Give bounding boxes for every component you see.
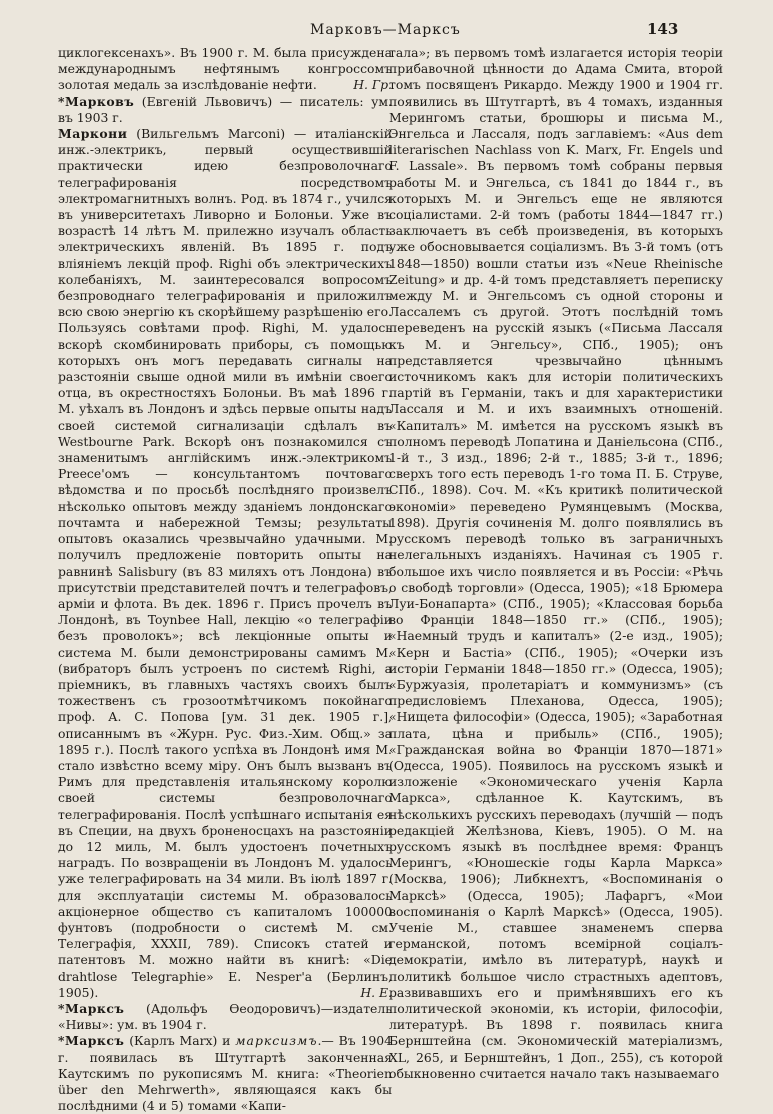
entry-marx-karl xyxy=(58,1033,392,1114)
headword: *Марксъ xyxy=(58,1000,125,1016)
entry-text: (Адольфъ Ѳеодоровичъ)—издатель «Нивы»: ум. въ 1904 г. xyxy=(58,1000,392,1033)
entry-continuation: тала»; въ первомъ томѣ излагается исторія теоріи прибавочной цѣнности до Адама Смита, второй томъ посвященъ Рикардо. Между 1900 и 1904 гг. появились въ Штутгартѣ, въ 4 томахъ, изданныя Мерингомъ статьи, брошюры и письма М., Энгельса и Лассаля, подъ заглавіемъ: «Aus dem literarischen Nachlass von K. Marx, Fr. Engels und F. Lassale». Въ первомъ томѣ собраны первыя работы М. и Энгельса, съ 1841 до 1844 г., въ которыхъ М. и Энгельсъ еще не являются соціалистами. 2-й томъ (работы 1844—1847 гг.) заключаетъ въ себѣ произведенія, въ которыхъ уже обосновывается соціализмъ. Въ 3-й томъ (отъ 1848—1850) вошли статьи изъ «Neue Rheinische Zeitung» и др. 4-й томъ представляетъ переписку между М. и Энгельсомъ съ одной стороны и Лассалемъ съ другой. Этотъ послѣдній томъ переведенъ на русскій языкъ («Письма Лассаля къ М. и Энгельсу», СПб., 1905); онъ представляется чрезвычайно цѣннымъ источникомъ какъ для исторіи политическихъ партій въ Германіи, такъ и для характеристики Лассаля и М. и ихъ взаимныхъ отношеній. «Капиталъ» М. имѣется на русскомъ языкѣ въ полномъ переводѣ Лопатина и Даніельсона (СПб., 1-й т., 3 изд., 1896; 2-й т., 1885; 3-й т., 1896; сверхъ того есть переводъ 1-го тома П. Б. Струве, СПб., 1898). Соч. М. «Къ критикѣ политической экономіи» переведено Румянцевымъ (Москва, 1898). Другія сочиненія М. долго появлялись въ русскомъ переводѣ только въ заграничныхъ нелегальныхъ изданіяхъ. Начиная съ 1905 г. большое ихъ число появляется и въ Россіи: «Рѣчь о свободѣ торговли» (Одесса, 1905); «18 Брюмера Луи-Бонапарта» (СПб., 1905); «Классовая борьба во Франціи 1848—1850 гг.» (СПб., 1905); «Наемный трудъ и капиталъ» (2-е изд., 1905); «Керн и Бастіа» (СПб., 1905); «Очерки изъ исторіи Германіи 1848—1850 гг.» (Одесса, 1905); «Буржуазія, пролетаріатъ и коммунизмъ» (съ предисловіемъ Плеханова, Одесса, 1905); «Нищета философіи» (Одесса, 1905); «Заработная плата, цѣна и прибыль» (СПб., 1905); «Гражданская война во Франціи 1870—1871» (Одесса, 1905). Появилось на русскомъ языкѣ и изложеніе «Экономическаго ученія Карла Маркса», сдѣланное К. Каутскимъ, въ нѣсколькихъ русскихъ переводахъ (лучшій — подъ редакціей Желѣзнова, Кіевъ, 1905). О М. на русскомъ языкѣ въ послѣднее время: Францъ Мерингъ, «Юношескіе годы Карла Маркса» (Москва, 1906); Либкнехтъ, «Воспоминанія о Марксѣ» (Одесса, 1905); Лафаргъ, «Мои воспоминанія о Карлѣ Марксѣ» (Одесса, 1905). Ученіе М., ставшее знаменемъ сперва германской, потомъ всемірной соціалъ-демократіи, имѣло въ литературѣ, наукѣ и политикѣ большое число страстныхъ адептовъ, развивавшихъ его и примѣнявшихъ его къ политической экономіи, къ исторіи, философіи, литературѣ. Въ 1898 г. появилась книга Бернштейна (см. Экономическій матеріализмъ, XL, 265, и Бернштейнъ, 1 Доп., 255), съ которой обыкновенно считается начало такъ называемаго xyxy=(389,45,723,1081)
paragraph-text: циклогексенахъ». Въ 1900 г. М. была присуждена международнымъ нефтянымъ конгроссомъ золотая медаль за изслѣдованіе нефти. xyxy=(58,45,392,93)
entry-end-paragraph xyxy=(58,45,392,94)
entry-marx-adolf xyxy=(58,1001,392,1033)
running-title: Марковъ—Марксъ xyxy=(310,22,461,38)
entry-text: (Евгеній Львовичъ) — писатель: ум. въ 1903 г. xyxy=(58,93,392,125)
entry-text: .— Въ 1904 г. появилась въ Штутгартѣ законченная Каутскимъ по рукописямъ М. книга: «Theorien über den Mehrwerth», являющаяся какъ бы послѣдними (4 и 5) томами «Капи- xyxy=(58,1033,392,1114)
entry-text: (Вильгельмъ Marconi) — италіанскій инж.-электрикъ, первый осуществившій практически идею безпроволочнаго телеграфированія посредствомъ электромагнитныхъ волнъ. Род. въ 1874 г., учился въ университетахъ Ливорно и Болоньи. Уже въ возрастѣ 14 лѣтъ М. прилежно изучалъ область электрическихъ явленій. Въ 1895 г. подъ вліяніемъ лекцій проф. Righi объ электрическихъ колебаніяхъ, М. заинтересовался вопросомъ безпроводнаго телеграфированія и приложилъ всю свою энергію къ скорѣйшему разрѣшенію его. Пользуясь совѣтами проф. Righi, М. удалось вскорѣ скомбинировать приборы, съ помощью которыхъ онъ могъ передавать сигналы на разстояніи свыше одной мили въ имѣніи своего отца, въ окрестностяхъ Болоньи. Въ маѣ 1896 г. М. уѣхалъ въ Лондонъ и здѣсь первые опыты надъ своей системой сигнализаціи сдѣлалъ въ Westbourne Park. Вскорѣ онъ познакомился съ знаменитымъ англійскимъ инж.-электрикомъ Preece'омъ — консультантомъ почтоваго вѣдомства и по просьбѣ послѣдняго произвелъ нѣсколько опытовъ между зданіемъ лондонскаго почтамта и набережной Темзы; результаты опытовъ оказались чрезвычайно удачными. М. получилъ предложеніе повторить опыты на равнинѣ Salisbury (въ 83 миляхъ отъ Лондона) въ присутствіи представителей почтъ и телеграфовъ, арміи и флота. Въ дек. 1896 г. Присъ прочелъ въ Лондонѣ, въ Toynbee Hall, лекцію «о телеграфіи безъ проволокъ»; всѣ лекціонные опыты и система М. были демонстрированы самимъ М. (вибраторъ былъ устроенъ по системѣ Righi, а пріемникъ, въ главныхъ частяхъ своихъ былъ тожественъ съ грозоотмѣтчикомъ покойнаго проф. А. С. Попова [ум. 31 дек. 1905 г.], описаннымъ въ «Журн. Рус. Физ.-Хим. Общ.» за 1895 г.). Послѣ такого успѣха въ Лондонѣ имя М. стало извѣстно всему міру. Онъ былъ вызванъ въ Римъ для представленія итальянскому королю своей системы безпроволочнаго телеграфированія. Послѣ успѣшнаго испытанія ея въ Специи, на двухъ броненосцахъ на разстояніи до 12 миль, М. былъ удостоенъ почетныхъ наградъ. По возвращеніи въ Лондонъ М. удалось уже телеграфировать на 34 мили. Въ іюлѣ 1897 г. для эксплуатаціи системы М. образовалось акціонерное общество съ капиталомъ 100000 фунтовъ (подробности о системѣ М. см. Телеграфія, XXXII, 789). Списокъ статей и патентовъ М. можно найти въ книгѣ: «Die drahtlose Telegraphie» E. Nesper'a (Берлинъ, 1905). xyxy=(58,126,392,1000)
entry-text: (Карлъ Marx) и xyxy=(124,1033,236,1049)
headword: *Марксъ xyxy=(58,1033,125,1049)
headword: *Марковъ xyxy=(58,93,135,109)
entry-markov xyxy=(58,94,392,126)
page-number: 143 xyxy=(647,20,679,38)
headword: Маркони xyxy=(58,126,128,142)
author-signature: Н. Гр. xyxy=(353,77,392,93)
author-signature: Н. Е. xyxy=(360,984,392,1000)
entry-marconi xyxy=(58,126,392,1001)
subheadword: марксизмъ xyxy=(235,1033,318,1049)
left-column xyxy=(58,45,392,1114)
right-column xyxy=(389,45,723,1082)
